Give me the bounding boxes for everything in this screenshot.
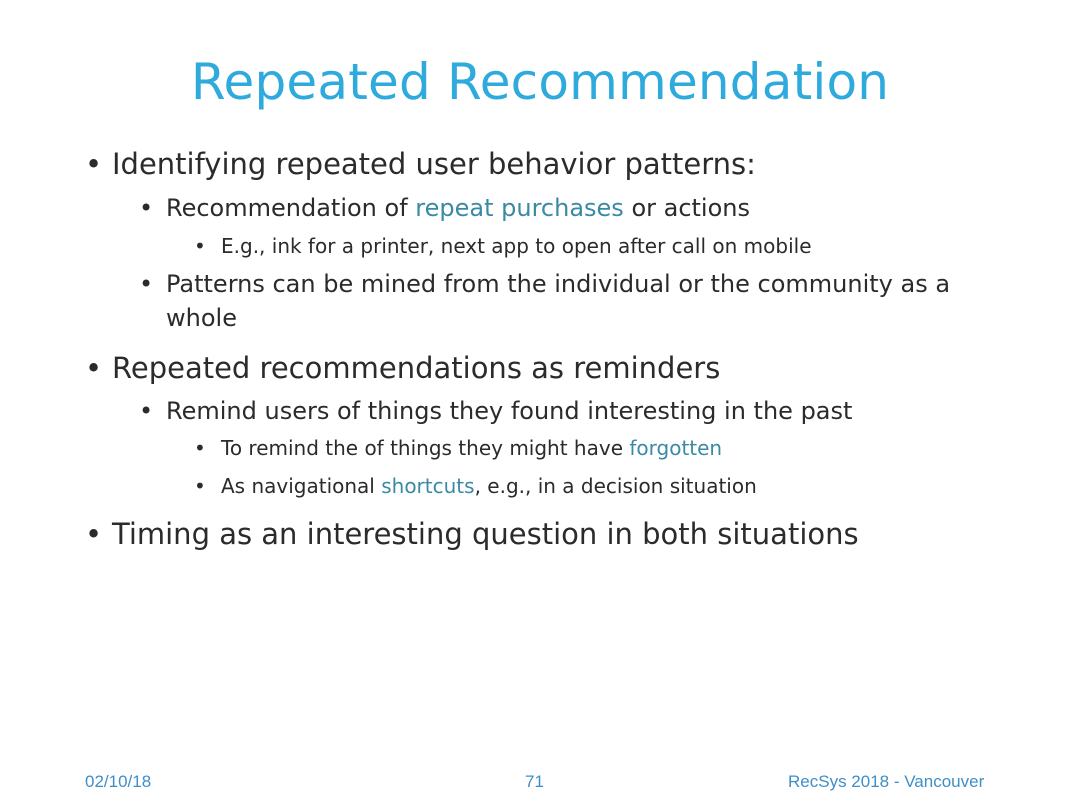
bullet-text: Repeated recommendations as reminders (112, 351, 721, 385)
bullet-text: Identifying repeated user behavior patterns: (112, 147, 756, 181)
bullet-dot: • (194, 234, 206, 258)
bullet-text: Timing as an interesting question in both situations (112, 517, 859, 551)
text-segment: As navigational (221, 474, 382, 498)
highlight-shortcuts: shortcuts (381, 474, 475, 498)
highlight-repeat-purchases: repeat purchases (415, 194, 624, 222)
bullet-dot: • (85, 147, 103, 181)
bullet-text (221, 472, 757, 500)
text-segment: , e.g., in a decision situation (474, 474, 757, 498)
footer-page-number: 71 (525, 772, 544, 791)
bullet-text: Remind users of things they found interesting in the past (166, 397, 853, 425)
bullet-dot: • (139, 397, 154, 425)
highlight-forgotten: forgotten (629, 436, 723, 460)
bullet-dot: • (194, 474, 206, 498)
text-segment: or actions (623, 194, 750, 222)
bullet-text: E.g., ink for a printer, next app to open after call on mobile (221, 234, 812, 258)
bullet-text (221, 434, 722, 462)
text-segment: Recommendation of (166, 194, 416, 222)
bullet-text-line1: Patterns can be mined from the individual or the community as a (166, 270, 951, 298)
bullet-text-line2: whole (166, 304, 237, 332)
slide-title: Repeated Recommendation (190, 53, 890, 111)
bullet-dot: • (139, 194, 154, 222)
bullet-dot: • (194, 436, 206, 460)
bullet-dot: • (139, 270, 154, 298)
footer-date: 02/10/18 (85, 772, 152, 791)
bullet-dot: • (85, 351, 103, 385)
text-segment: To remind the of things they might have (221, 436, 630, 460)
bullet-text (166, 192, 750, 224)
footer-event: RecSys 2018 - Vancouver (788, 772, 985, 791)
bullet-dot: • (85, 517, 103, 551)
